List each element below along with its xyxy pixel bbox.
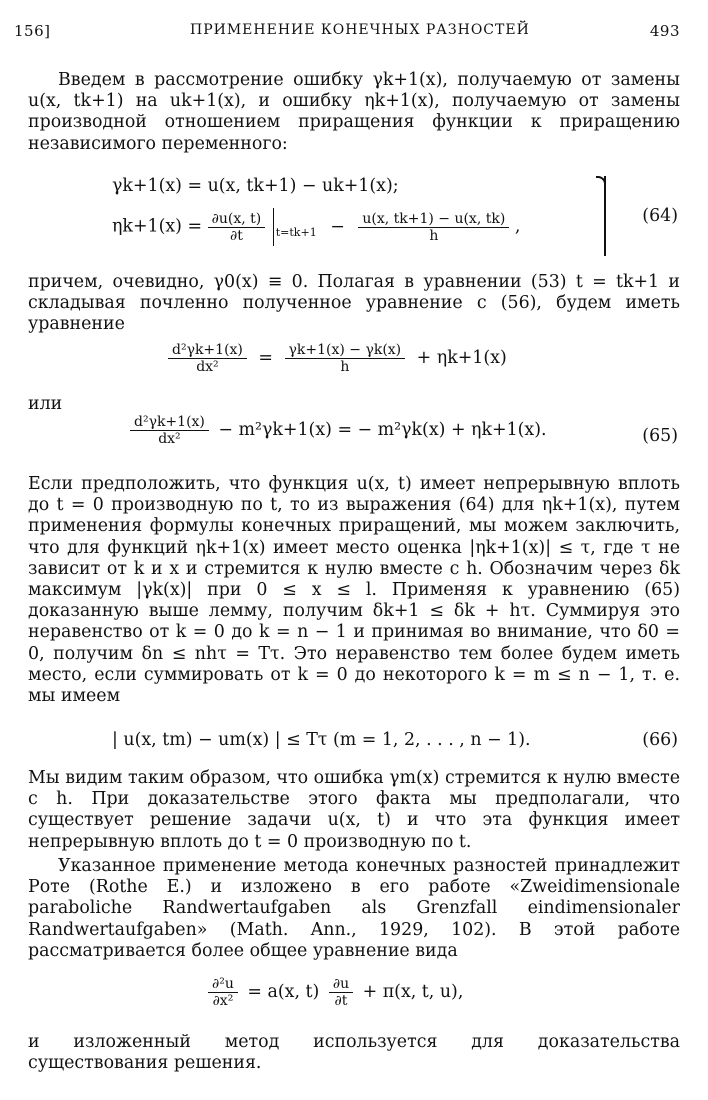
eq64-deriv-den: ∂t (229, 227, 243, 244)
eq64-line2 (112, 208, 520, 246)
eq66-label: (66) (642, 730, 678, 750)
eq-last-dden: ∂t (334, 993, 348, 1009)
eq64-deriv-num: ∂u(x, t) (208, 211, 266, 228)
eq64-eval-sub: t=tk+1 (275, 225, 317, 239)
eq64-ratio-num: u(x, tk+1) − u(x, tk) (358, 211, 509, 228)
eq-last-mid: = a(x, t) (247, 982, 320, 1002)
eq-mid-lden: dx² (196, 359, 219, 375)
eq-mid-rnum: γk+1(x) − γk(x) (285, 342, 406, 359)
page-number: 493 (649, 22, 680, 40)
eq65-den: dx² (158, 431, 181, 447)
eq-mid-lnum: d²γk+1(x) (168, 342, 247, 359)
eq66: | u(x, tm) − um(x) | ≤ Tτ (m = 1, 2, . . . , n − 1). (112, 730, 531, 750)
eq65-num: d²γk+1(x) (130, 414, 209, 431)
eq65-label: (65) (642, 426, 678, 446)
paragraph-2: причем, очевидно, γ0(x) ≡ 0. Полагая в уравнении (53) t = tk+1 и складывая почленно полученное уравнение с (56), будем иметь уравнение (28, 272, 680, 335)
word-ili: или (28, 394, 63, 414)
paragraph-4: Мы видим таким образом, что ошибка γm(x) стремится к нулю вместе с h. При доказательстве этого факта мы предполагали, что существует решение задачи u(x, t) и что эта функция имеет непрерывную вплоть до t = 0 производную по t. (28, 768, 680, 852)
eq64-line1: γk+1(x) = u(x, tk+1) − uk+1(x); (112, 176, 399, 196)
running-title: ПРИМЕНЕНИЕ КОНЕЧНЫХ РАЗНОСТЕЙ (190, 22, 530, 38)
eval-bar (273, 208, 274, 246)
eq64-minus: − (330, 216, 345, 237)
eq-mid-rden: h (340, 359, 350, 375)
section-ref: 156] (14, 22, 51, 40)
eq65-rest: − m²γk+1(x) = − m²γk(x) + ηk+1(x). (218, 420, 547, 440)
eq65 (130, 414, 547, 447)
paragraph-6: и изложенный метод используется для доказательства существования решения. (28, 1032, 680, 1074)
eq-last-tail: + π(x, t, u), (362, 982, 464, 1002)
eq-mid-lfrac (168, 342, 247, 375)
eq64-ratio (358, 211, 509, 244)
eq-mid-equals: = (258, 348, 273, 368)
eq-last-lden: ∂x² (212, 993, 234, 1009)
right-brace (590, 176, 606, 256)
eq-mid-tail: + ηk+1(x) (416, 348, 507, 368)
eq-mid (168, 342, 507, 375)
eq64-label: (64) (642, 206, 678, 226)
eq-last-lfrac (208, 976, 238, 1009)
eq-last-lnum: ∂²u (208, 976, 238, 993)
paragraph-3: Если предположить, что функция u(x, t) имеет непрерывную вплоть до t = 0 производную по t, то из выражения (64) для ηk+1(x), путем применения формулы конечных приращений, мы можем заключить, что для функций ηk+1(x) имеет место оценка |ηk+1(x)| ≤ τ, где τ не зависит от k и x и стремится к нулю вместе с h. Обозначим через δk максимум |γk(x)| при 0 ≤ x ≤ l. Применяя к уравнению (65) доказанную выше лемму, получим δk+1 ≤ δk + hτ. Суммируя это неравенство от k = 0 до k = n − 1 и принимая во внимание, что δ0 = 0, получим δn ≤ nhτ = Tτ. Это неравенство тем более будем иметь место, если суммировать от k = 0 до некоторого k = m ≤ n − 1, т. е. мы имеем (28, 474, 680, 707)
eq64-comma: , (514, 216, 521, 237)
eq64-lhs: ηk+1(x) = (112, 216, 203, 237)
paragraph-1: Введем в рассмотрение ошибку γk+1(x), получаемую от замены u(x, tk+1) на uk+1(x), и ошибку ηk+1(x), получаемую от замены производной отношением приращения функции к приращению независимого переменного: (28, 70, 680, 154)
eq-last (208, 976, 463, 1009)
eq64-ratio-den: h (429, 227, 439, 244)
eq-mid-rfrac (285, 342, 406, 375)
eq65-frac (130, 414, 209, 447)
paragraph-5: Указанное применение метода конечных разностей принадлежит Роте (Rothe E.) и изложено в его работе «Zweidimensionale paraboliche Randwertaufgaben als Grenzfall eindimensionaler Randwertaufgaben» (Math. Ann., 1929, 102). В этой работе рассматривается более общее уравнение вида (28, 856, 680, 961)
eq-last-dfrac (329, 976, 353, 1009)
eq-last-dnum: ∂u (329, 976, 353, 993)
eq64-deriv (208, 211, 266, 244)
